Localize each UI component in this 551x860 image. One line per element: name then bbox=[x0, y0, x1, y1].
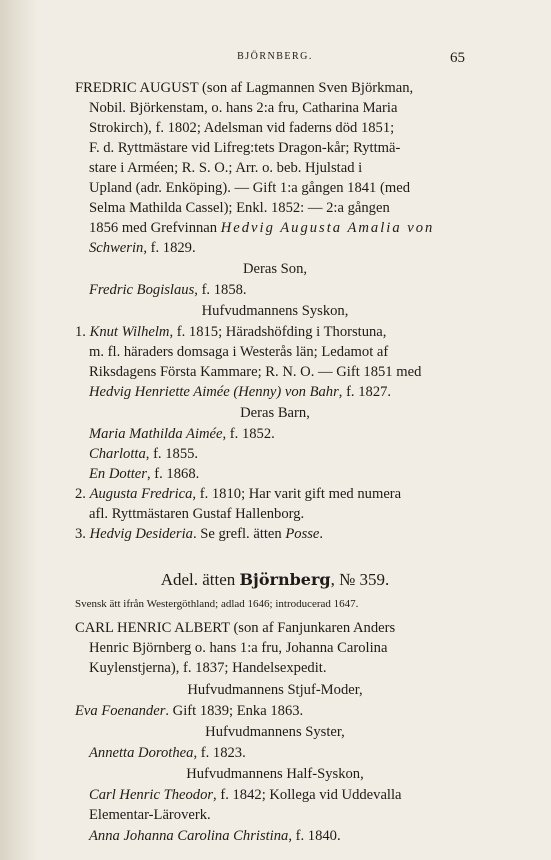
text-line: CARL HENRIC ALBERT (son af Fanjunkaren Anders bbox=[75, 620, 396, 636]
text-line: stare i Arméen; R. S. O.; Arr. o. beb. Hjulstad i bbox=[89, 160, 363, 176]
section-heading: Deras Son, bbox=[242, 261, 308, 277]
text-line: 2. Augusta Fredrica, f. 1810; Har varit gift med numera bbox=[75, 486, 402, 502]
text-line: m. fl. häraders domsaga i Westerås län; Ledamot af bbox=[89, 344, 389, 360]
page-number: 65 bbox=[450, 50, 465, 66]
text-line: Fredric Bogislaus, f. 1858. bbox=[89, 282, 247, 298]
page-gutter-shadow bbox=[0, 0, 38, 860]
section-heading: Hufvudmannens Syster, bbox=[205, 724, 345, 740]
text-line: afl. Ryttmästaren Gustaf Hallenborg. bbox=[89, 506, 305, 522]
running-head: BJÖRNBERG. bbox=[237, 51, 313, 62]
text-line: 3. Hedvig Desideria. Se grefl. ätten Posse. bbox=[75, 526, 324, 542]
text-line: F. d. Ryttmästare vid Lifreg:tets Dragon-kår; Ryttmä- bbox=[89, 140, 401, 156]
text-line: Elementar-Läroverk. bbox=[89, 807, 211, 823]
text-line: 1. Knut Wilhelm, f. 1815; Häradshöfding i Thorstuna, bbox=[75, 324, 387, 340]
text-line: Nobil. Björkenstam, o. hans 2:a fru, Catharina Maria bbox=[89, 100, 398, 116]
text-line: FREDRIC AUGUST (son af Lagmannen Sven Björkman, bbox=[75, 80, 414, 96]
text-line: Schwerin, f. 1829. bbox=[89, 240, 196, 256]
family-origin-line: Svensk ätt ifrån Westergöthland; adlad 1646; introducerad 1647. bbox=[75, 598, 359, 610]
text-line: Henric Björnberg o. hans 1:a fru, Johanna Carolina bbox=[89, 640, 388, 656]
text-line: Hedvig Henriette Aimée (Henny) von Bahr, f. 1827. bbox=[89, 384, 392, 400]
text-line: 1856 med Grefvinnan Hedvig Augusta Amalia von bbox=[89, 220, 435, 236]
book-page bbox=[75, 0, 475, 860]
text-line: En Dotter, f. 1868. bbox=[89, 466, 200, 482]
section-heading: Hufvudmannens Syskon, bbox=[201, 303, 349, 319]
section-heading: Hufvudmannens Half-Syskon, bbox=[186, 766, 364, 782]
text-line: Upland (adr. Enköping). — Gift 1:a gången 1841 (med bbox=[89, 180, 410, 196]
family-heading: Adel. ätten Björnberg, № 359. bbox=[160, 570, 390, 589]
text-line: Carl Henric Theodor, f. 1842; Kollega vid Uddevalla bbox=[89, 787, 402, 803]
text-line: Eva Foenander. Gift 1839; Enka 1863. bbox=[75, 703, 304, 719]
section-heading: Hufvudmannens Stjuf-Moder, bbox=[187, 682, 363, 698]
text-line: Annetta Dorothea, f. 1823. bbox=[89, 745, 246, 761]
text-line: Selma Mathilda Cassel); Enkl. 1852: — 2:a gången bbox=[89, 200, 390, 216]
section-heading: Deras Barn, bbox=[240, 405, 310, 421]
text-line: Strokirch), f. 1802; Adelsman vid faderns död 1851; bbox=[89, 120, 395, 136]
text-line: Kuylenstjerna), f. 1837; Handelsexpedit. bbox=[89, 660, 327, 676]
text-line: Maria Mathilda Aimée, f. 1852. bbox=[89, 426, 275, 442]
text-line: Charlotta, f. 1855. bbox=[89, 446, 199, 462]
text-line: Riksdagens Första Kammare; R. N. O. — Gift 1851 med bbox=[89, 364, 422, 380]
text-line: Anna Johanna Carolina Christina, f. 1840. bbox=[89, 828, 341, 844]
